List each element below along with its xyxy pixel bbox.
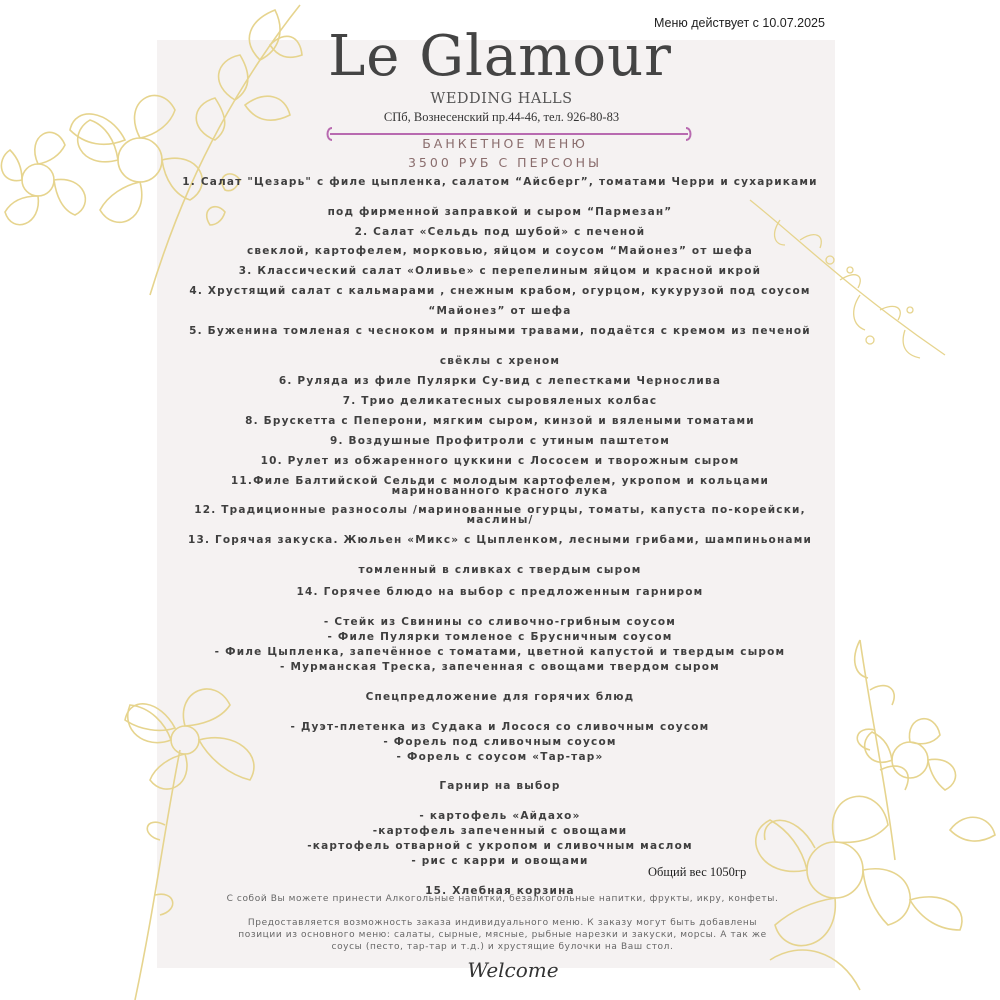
menu-validity-date: Меню действует с 10.07.2025 (654, 16, 825, 30)
welcome-signature: Welcome (467, 958, 559, 982)
menu-line: 2. Салат «Сельдь под шубой» с печеной (354, 226, 646, 238)
menu-line: - Стейк из Свинины со сливочно-грибным соусом (323, 616, 677, 628)
menu-line: -картофель запеченный с овощами (372, 825, 628, 837)
menu-line: “Майонез” от шефа (428, 305, 572, 317)
menu-line: 10. Рулет из обжаренного цуккини с Лососем и творожным сыром (260, 455, 740, 467)
menu-line: - Филе Цыпленка, запечённое с томатами, цветной капустой и твердым сыром (214, 646, 786, 658)
total-weight: Общий вес 1050гр (648, 865, 747, 879)
menu-line: под фирменной заправкой и сыром “Пармезан” (327, 206, 673, 218)
menu-line: -картофель отварной с укропом и сливочным маслом (307, 840, 693, 852)
menu-line: 11.Филе Балтийской Сельди с молодым картофелем, укропом и кольцами маринованного красного лука (230, 475, 770, 497)
menu-line: - Форель с соусом «Тар-тар» (396, 751, 604, 763)
menu-line: 4. Хрустящий салат с кальмарами , снежным крабом, огурцом, кукурузой под соусом (189, 285, 811, 297)
menu-line: 13. Горячая закуска. Жюльен «Микс» с Цыпленком, лесными грибами, шампиньонами (187, 534, 813, 546)
menu-line: 5. Буженина томленая с чесноком и пряными травами, подаётся с кремом из печеной (189, 325, 811, 337)
menu-line: свёклы с хреном (439, 355, 561, 367)
menu-line: - рис с карри и овощами (411, 855, 589, 867)
menu-line: Гарнир на выбор (439, 780, 561, 792)
menu-line: - Мурманская Треска, запеченная с овощами твердом сыром (280, 661, 720, 673)
menu-line: - картофель «Айдахо» (419, 810, 581, 822)
note-bring-own: С собой Вы можете принести Алкогольные напитки, безалкогольные напитки, фрукты, икру, конфеты. (226, 894, 779, 904)
menu-line: свеклой, картофелем, морковью, яйцом и соусом “Майонез” от шефа (246, 245, 754, 257)
restaurant-address: СПб, Вознесенский пр.44-46, тел. 926-80-83 (383, 110, 620, 124)
menu-line: 12. Традиционные разносолы /маринованные огурцы, томаты, капуста по-корейски, маслины/ (194, 504, 806, 526)
menu-line: 9. Воздушные Профитроли с утиным паштетом (329, 435, 671, 447)
menu-line: 3. Классический салат «Оливье» с перепелиным яйцом и красной икрой (238, 265, 762, 277)
menu-line: 8. Брускетта с Пеперони, мягким сыром, кинзой и вялеными томатами (245, 415, 755, 427)
note-individual-menu: Предоставляется возможность заказа индивидуального меню. К заказу могут быть добавлены позиции из основного меню: салаты, сырные, мясные, рыбные нарезки и закуски, морсы. А так же соусы (песто, тар-тар и т.д.) и хрустящие булочки на Ваш стол. (238, 918, 767, 952)
menu-line: 6. Руляда из филе Пулярки Су-вид с лепестками Чернослива (278, 375, 722, 387)
menu-line: 14. Горячее блюдо на выбор с предложенным гарниром (296, 586, 704, 598)
menu-line: 1. Салат "Цезарь" с филе цыпленка, салатом “Айсберг”, томатами Черри и сухариками (182, 176, 818, 188)
menu-price: 3500 РУБ С ПЕРСОНЫ (407, 155, 603, 170)
restaurant-subtitle: WEDDING HALLS (430, 91, 573, 107)
menu-line: - Форель под сливочным соусом (383, 736, 617, 748)
menu-line: томленный в сливках с твердым сыром (358, 564, 642, 576)
menu-line: 15. Хлебная корзина (425, 885, 575, 897)
menu-line: - Дуэт-плетенка из Судака и Лосося со сливочным соусом (290, 721, 710, 733)
menu-line: Спецпредложение для горячих блюд (365, 691, 635, 703)
menu-line: - Филе Пулярки томленое с Брусничным соусом (327, 631, 673, 643)
menu-title: БАНКЕТНОЕ МЕНЮ (422, 136, 588, 151)
restaurant-name: Le Glamour (328, 24, 672, 89)
menu-line: 7. Трио деликатесных сыровяленых колбас (342, 395, 658, 407)
